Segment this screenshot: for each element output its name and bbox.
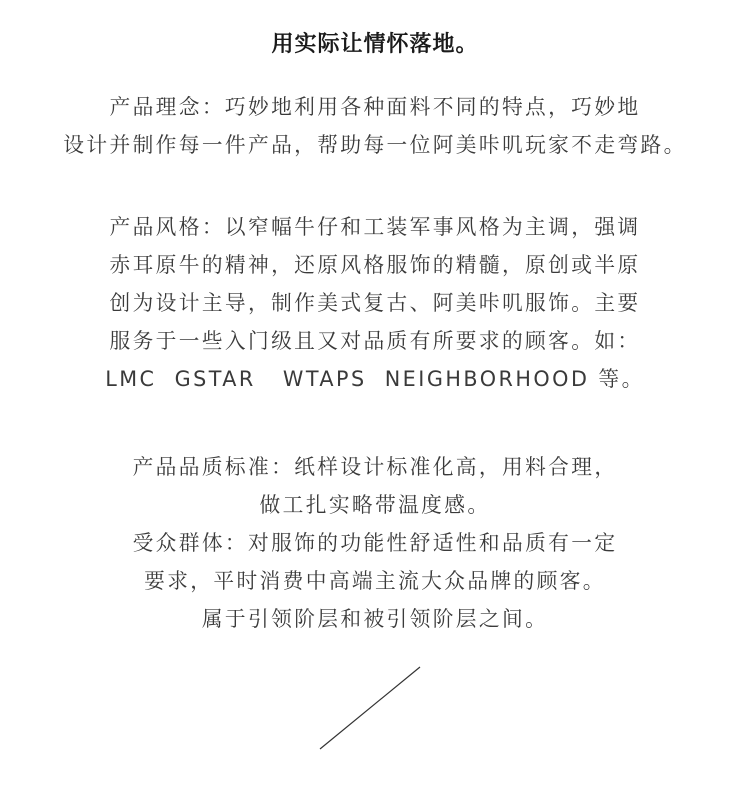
concept-line-1: 产品理念：巧妙地利用各种面料不同的特点，巧妙地 — [109, 95, 641, 119]
audience-line-1: 受众群体：对服饰的功能性舒适性和品质有一定 — [132, 531, 618, 555]
page-title: 用实际让情怀落地。 — [271, 32, 479, 57]
audience-line-3: 属于引领阶层和被引领阶层之间。 — [201, 607, 549, 631]
diagonal-stroke — [320, 667, 420, 749]
quality-line-2: 做工扎实略带温度感。 — [259, 493, 491, 517]
quality-line-1: 产品品质标准：纸样设计标准化高，用料合理， — [132, 455, 618, 479]
style-section — [0, 208, 750, 398]
quality-section — [0, 448, 750, 638]
style-line-4: 服务于一些入门级且又对品质有所要求的顾客。如： — [109, 329, 641, 353]
audience-line-2: 要求，平时消费中高端主流大众品牌的顾客。 — [144, 569, 606, 593]
decorative-diagonal-line — [318, 665, 422, 751]
style-line-5: LMC GSTAR WTAPS NEIGHBORHOOD 等。 — [105, 367, 645, 391]
style-line-3: 创为设计主导，制作美式复古、阿美咔叽服饰。主要 — [109, 291, 641, 315]
concept-line-2: 设计并制作每一件产品，帮助每一位阿美咔叽玩家不走弯路。 — [63, 133, 687, 157]
style-line-1: 产品风格：以窄幅牛仔和工装军事风格为主调，强调 — [109, 215, 641, 239]
style-line-2: 赤耳原牛的精神，还原风格服饰的精髓，原创或半原 — [109, 253, 641, 277]
concept-section — [0, 88, 750, 164]
